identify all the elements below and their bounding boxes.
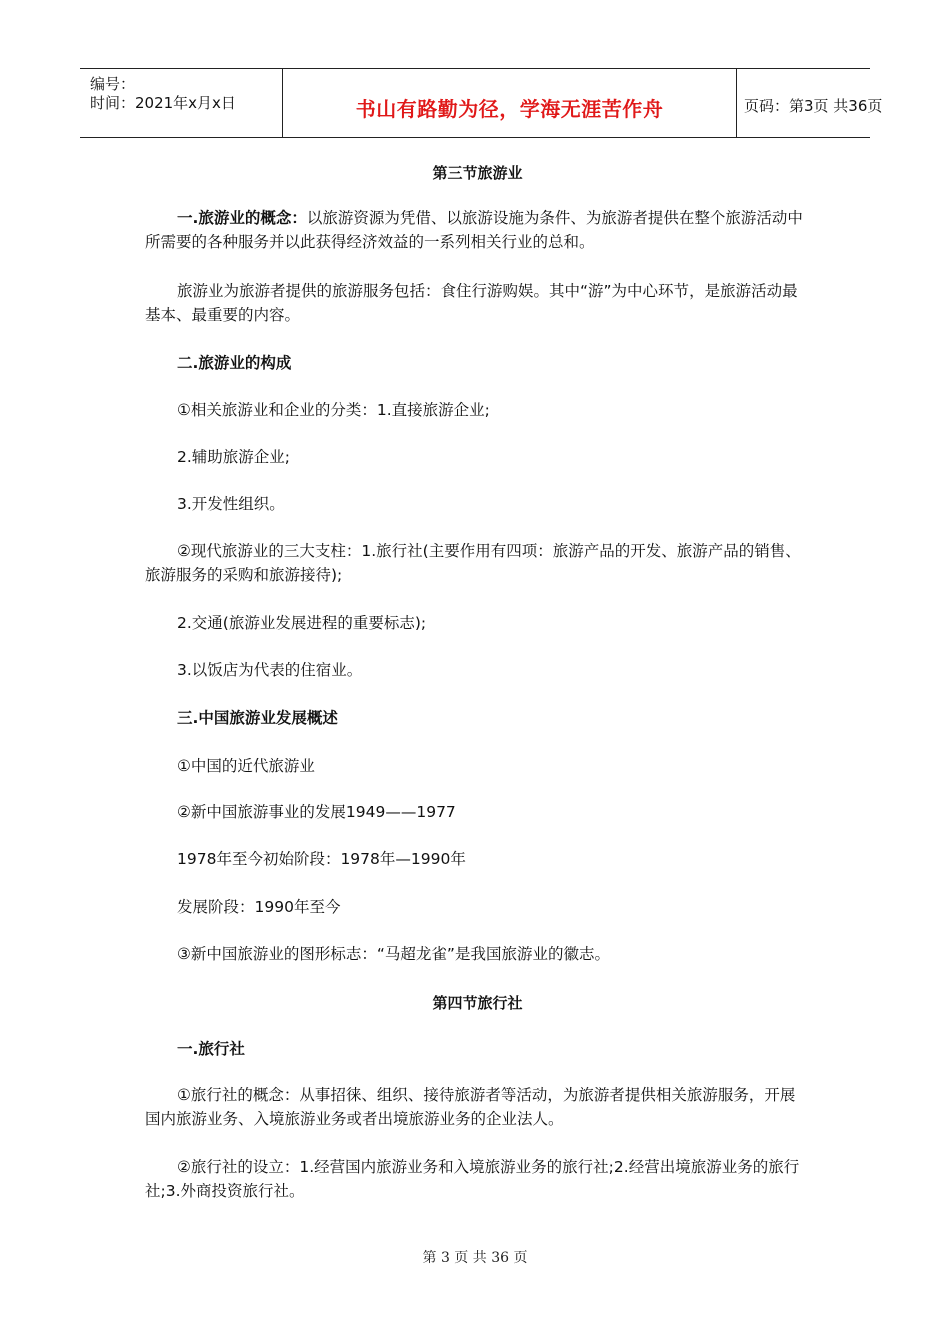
- section-title: 第四节旅行社: [432, 994, 523, 1012]
- paragraph: [145, 398, 810, 422]
- paragraph-text: ③新中国旅游业的图形标志：“马超龙雀”是我国旅游业的徽志。: [177, 945, 610, 963]
- paragraph-text: 发展阶段：1990年至今: [177, 898, 341, 916]
- subheading: [145, 1037, 810, 1061]
- paragraph-text: 旅游业为旅游者提供的旅游服务包括：食住行游购娱。其中“游”为中心环节，是旅游活动最基本、最重要的内容。: [145, 282, 798, 324]
- paragraph: [145, 847, 810, 871]
- paragraph: [145, 206, 810, 254]
- document-header: [80, 68, 883, 138]
- paragraph: [145, 1155, 810, 1203]
- paragraph-text: 3.以饭店为代表的住宿业。: [177, 661, 363, 679]
- paragraph: [145, 445, 810, 469]
- paragraph-text: 2.辅助旅游企业;: [177, 448, 291, 466]
- time-label: 时间：2021年x月x日: [90, 94, 236, 112]
- section-title: 第三节旅游业: [432, 164, 523, 182]
- header-motto-cell: [282, 69, 737, 137]
- paragraph-text: ②现代旅游业的三大支柱：1.旅行社(主要作用有四项：旅游产品的开发、旅游产品的销售、旅游服务的采购和旅游接待);: [145, 542, 801, 584]
- number-label: 编号：: [90, 75, 136, 93]
- paragraph: [145, 754, 810, 778]
- paragraph-text: ②旅行社的设立：1.经营国内旅游业务和入境旅游业务的旅行社;2.经营出境旅游业务的旅行社;3.外商投资旅行社。: [145, 1158, 800, 1200]
- paragraph: [145, 1083, 810, 1131]
- paragraph: [145, 539, 810, 587]
- paragraph-lead: 一.旅游业的概念：: [177, 209, 307, 227]
- paragraph-text: 2.交通(旅游业发展进程的重要标志);: [177, 614, 427, 632]
- paragraph: [145, 800, 810, 824]
- page-footer: 第 3 页 共 36 页: [422, 1250, 528, 1266]
- motto-text: 书山有路勤为径，学海无涯苦作舟: [355, 97, 664, 121]
- page-info: 页码：第3页 共36页: [744, 97, 883, 115]
- paragraph: [145, 492, 810, 516]
- subheading: [145, 351, 810, 375]
- paragraph: [145, 658, 810, 682]
- header-left-cell: [80, 69, 282, 137]
- paragraph-text: 1978年至今初始阶段：1978年—1990年: [177, 850, 466, 868]
- paragraph-lead: 一.旅行社: [177, 1040, 245, 1058]
- subheading: [145, 706, 810, 730]
- paragraph: [145, 895, 810, 919]
- paragraph-text: ②新中国旅游事业的发展1949——1977: [177, 803, 456, 821]
- paragraph: [145, 611, 810, 635]
- paragraph-text: ①相关旅游业和企业的分类：1.直接旅游企业;: [177, 401, 490, 419]
- paragraph-lead: 二.旅游业的构成: [177, 354, 292, 372]
- paragraph: [145, 942, 810, 966]
- paragraph-lead: 三.中国旅游业发展概述: [177, 709, 338, 727]
- paragraph-text: ①中国的近代旅游业: [177, 757, 315, 775]
- paragraph-text: 3.开发性组织。: [177, 495, 285, 513]
- header-page-cell: [736, 69, 883, 137]
- paragraph-text: 以旅游资源为凭借、以旅游设施为条件、为旅游者提供在整个旅游活动中所需要的各种服务并以此获得经济效益的一系列相关行业的总和。: [145, 209, 803, 251]
- paragraph-text: ①旅行社的概念：从事招徕、组织、接待旅游者等活动，为旅游者提供相关旅游服务，开展国内旅游业务、入境旅游业务或者出境旅游业务的企业法人。: [145, 1086, 796, 1128]
- paragraph: [145, 279, 810, 327]
